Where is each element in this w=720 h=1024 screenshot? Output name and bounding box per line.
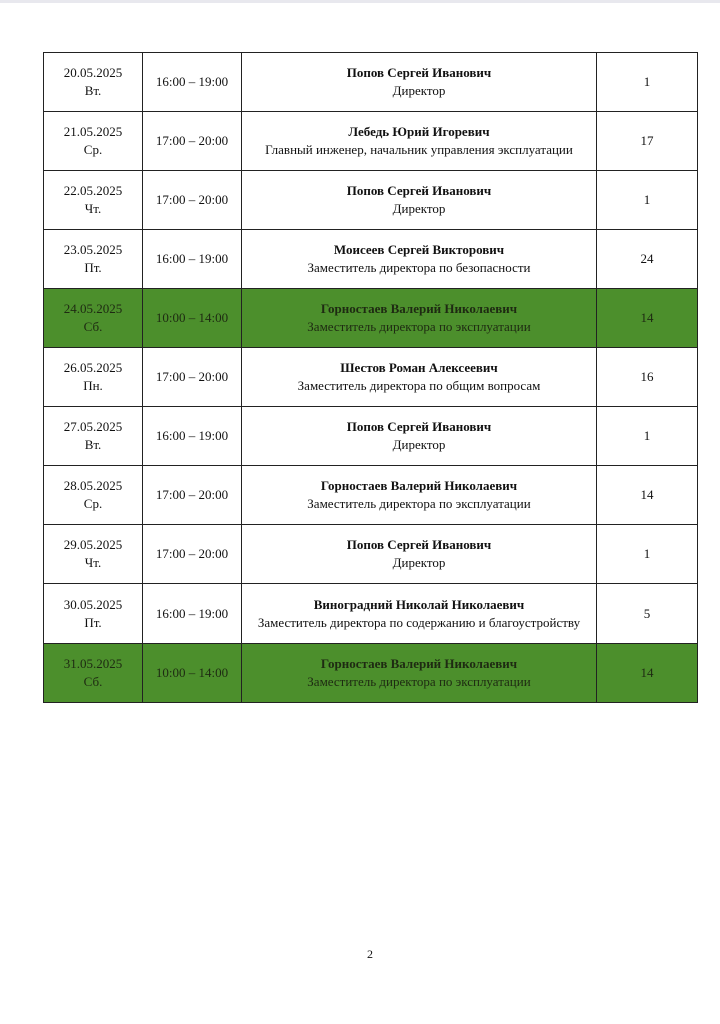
table-row xyxy=(44,407,698,466)
official-position: Директор xyxy=(392,437,446,452)
table-row xyxy=(44,230,698,289)
date-cell xyxy=(44,466,143,525)
time-cell: 17:00 – 20:00 xyxy=(143,466,242,525)
official-position: Заместитель директора по эксплуатации xyxy=(307,496,531,511)
time-cell: 17:00 – 20:00 xyxy=(143,525,242,584)
official-position: Заместитель директора по эксплуатации xyxy=(307,674,531,689)
date-cell xyxy=(44,407,143,466)
weekday: Вт. xyxy=(84,83,102,98)
date: 22.05.2025 xyxy=(63,183,123,198)
date: 30.05.2025 xyxy=(63,596,123,612)
official-cell xyxy=(242,525,597,584)
number-cell: 14 xyxy=(597,644,698,703)
official-name: Горностаев Валерий Николаевич xyxy=(320,478,518,493)
weekday: Вт. xyxy=(84,437,102,452)
official-name: Виноградний Николай Николаевич xyxy=(313,596,525,612)
number-cell: 17 xyxy=(597,112,698,171)
official-position: Директор xyxy=(392,555,446,570)
reception-schedule-table xyxy=(43,52,698,703)
official-position: Директор xyxy=(392,83,446,98)
date: 27.05.2025 xyxy=(63,419,123,434)
date-cell xyxy=(44,230,143,289)
official-cell xyxy=(242,407,597,466)
number-cell: 14 xyxy=(597,289,698,348)
official-name: Моисеев Сергей Викторович xyxy=(333,242,505,257)
number-cell: 5 xyxy=(597,584,698,644)
weekday: Ср. xyxy=(83,142,103,157)
weekday: Чт. xyxy=(84,555,102,570)
number-cell: 14 xyxy=(597,466,698,525)
date-cell xyxy=(44,525,143,584)
weekday: Сб. xyxy=(83,319,103,334)
official-name: Попов Сергей Иванович xyxy=(346,537,492,552)
official-position: Заместитель директора по содержанию и благоустройству xyxy=(257,614,581,630)
table-row xyxy=(44,171,698,230)
date-cell xyxy=(44,289,143,348)
official-cell xyxy=(242,644,597,703)
official-name: Попов Сергей Иванович xyxy=(346,65,492,80)
time-cell: 10:00 – 14:00 xyxy=(143,289,242,348)
date: 20.05.2025 xyxy=(63,65,123,80)
number-cell: 1 xyxy=(597,53,698,112)
table-row-highlighted xyxy=(44,289,698,348)
number-cell: 1 xyxy=(597,171,698,230)
official-name: Попов Сергей Иванович xyxy=(346,183,492,198)
date-cell xyxy=(44,171,143,230)
official-name: Горностаев Валерий Николаевич xyxy=(320,656,518,671)
page-number: 2 xyxy=(367,947,373,961)
date: 29.05.2025 xyxy=(63,537,123,552)
date: 24.05.2025 xyxy=(63,301,123,316)
official-cell xyxy=(242,171,597,230)
date: 23.05.2025 xyxy=(63,242,123,257)
official-cell xyxy=(242,53,597,112)
official-position: Заместитель директора по общим вопросам xyxy=(297,378,541,393)
date: 26.05.2025 xyxy=(63,360,123,375)
time-cell: 16:00 – 19:00 xyxy=(143,53,242,112)
time-cell: 16:00 – 19:00 xyxy=(143,407,242,466)
number-cell: 24 xyxy=(597,230,698,289)
time-cell: 17:00 – 20:00 xyxy=(143,348,242,407)
time-cell: 16:00 – 19:00 xyxy=(143,230,242,289)
weekday: Чт. xyxy=(84,201,102,216)
date: 31.05.2025 xyxy=(63,656,123,671)
time-cell: 16:00 – 19:00 xyxy=(143,584,242,644)
number-cell: 1 xyxy=(597,407,698,466)
date-cell xyxy=(44,584,143,644)
official-name: Лебедь Юрий Игоревич xyxy=(348,124,490,139)
official-name: Попов Сергей Иванович xyxy=(346,419,492,434)
official-cell xyxy=(242,230,597,289)
official-name: Горностаев Валерий Николаевич xyxy=(320,301,518,316)
time-cell: 17:00 – 20:00 xyxy=(143,112,242,171)
weekday: Пт. xyxy=(84,614,102,630)
page-top-edge xyxy=(0,0,720,3)
official-name: Шестов Роман Алексеевич xyxy=(340,360,498,375)
official-cell xyxy=(242,466,597,525)
weekday: Сб. xyxy=(83,674,103,689)
number-cell: 1 xyxy=(597,525,698,584)
official-position: Заместитель директора по эксплуатации xyxy=(307,319,531,334)
official-position: Директор xyxy=(392,201,446,216)
official-cell xyxy=(242,112,597,171)
official-cell xyxy=(242,289,597,348)
table-row xyxy=(44,525,698,584)
table-row xyxy=(44,348,698,407)
official-position: Заместитель директора по безопасности xyxy=(307,260,531,275)
date-cell xyxy=(44,348,143,407)
table-row xyxy=(44,466,698,525)
weekday: Ср. xyxy=(83,496,103,511)
time-cell: 10:00 – 14:00 xyxy=(143,644,242,703)
date: 28.05.2025 xyxy=(63,478,123,493)
official-position: Главный инженер, начальник управления эксплуатации xyxy=(265,142,573,157)
weekday: Пн. xyxy=(83,378,103,393)
official-cell xyxy=(242,348,597,407)
date-cell xyxy=(44,112,143,171)
table-row xyxy=(44,53,698,112)
table-row xyxy=(44,112,698,171)
number-cell: 16 xyxy=(597,348,698,407)
official-cell xyxy=(242,584,597,644)
table-row-highlighted xyxy=(44,644,698,703)
date-cell xyxy=(44,644,143,703)
date-cell xyxy=(44,53,143,112)
weekday: Пт. xyxy=(84,260,102,275)
table-row xyxy=(44,584,698,644)
time-cell: 17:00 – 20:00 xyxy=(143,171,242,230)
date: 21.05.2025 xyxy=(63,124,123,139)
